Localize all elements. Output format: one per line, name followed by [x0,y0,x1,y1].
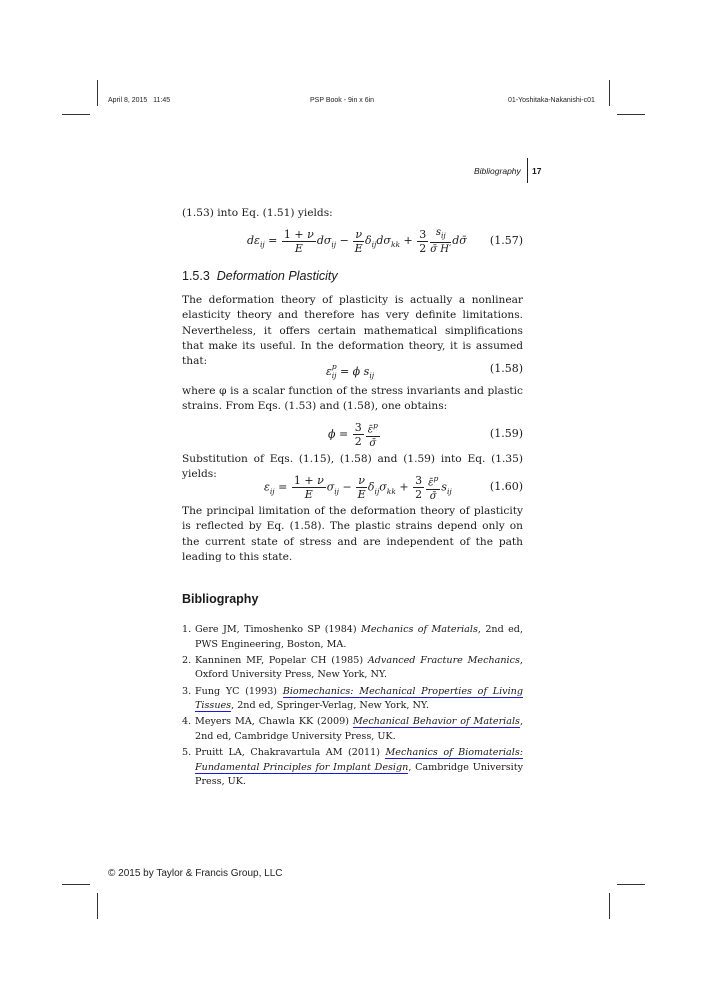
reference-item [182,715,523,744]
reference-details: , 2nd ed, Cambridge University Press, UK. [195,716,523,742]
reference-authors: Gere JM, Timoshenko SP (1984) [195,624,362,635]
reference-number: 1. [182,624,192,635]
crop-mark [617,884,645,885]
header-book: PSP Book - 9in x 6in [310,97,375,104]
crop-mark [62,884,90,885]
paragraph-2 [182,384,523,415]
crop-mark [62,114,90,115]
bibliography-heading: Bibliography [182,592,259,606]
crop-mark [97,893,98,919]
paragraph-2-text: where φ is a scalar function of the stress invariants and plastic strains. From Eqs. (1.53) and (1.58), one obtains: [182,385,523,413]
reference-authors: Pruitt LA, Chakravartula AM (2011) [195,747,386,759]
equation-number-1-58: (1.58) [489,362,523,375]
paragraph-3-text: Substitution of Eqs. (1.15), (1.58) and (1.59) into Eq. (1.35) yields: [182,453,523,481]
intro-text [182,206,523,221]
running-head-title: Bibliography [474,166,521,176]
reference-details: , 2nd ed, Springer-Verlag, New York, NY. [231,700,430,712]
copyright-footer: © 2015 by Taylor & Francis Group, LLC [108,868,283,879]
reference-authors: Fung YC (1993) [195,685,283,697]
reference-details: , Cambridge University Press, UK. [195,761,523,788]
reference-number: 2. [182,654,192,666]
reference-authors: Meyers MA, Chawla KK (2009) [195,716,353,728]
reference-title-link[interactable]: Mechanics of Biomaterials: Fundamental Principles for Implant Design [195,747,523,773]
reference-item [182,623,523,652]
paragraph-4 [182,504,523,565]
reference-item [182,685,523,714]
header-date [108,97,170,104]
equation-1-59: ϕ = $\frac{3}{2}$ $\frac{\varepsilon̄^p}{\sigmā}$ [328,421,378,450]
reference-number: 4. [182,716,192,728]
crop-mark [609,893,610,919]
equation-1-58: $\varepsilon^p_{ij} = \phi$ $s_{ij}$ [326,362,375,381]
paragraph-1 [182,293,523,369]
header-file: 01-Yoshitaka-Nakanishi-c01 [508,97,595,104]
reference-item [182,654,523,683]
section-heading [182,269,338,283]
reference-number: 3. [182,685,192,697]
equation-1-60: $\varepsilon_{ij}$ = $\frac{1 + \nu}{E}$ $\sigma_{ij}$ − $\frac{\nu}{E}$ $\delta_{ij}\sigma_{kk}$ + $\frac{3}{2}$ $\frac{\varepsilon̄^p}{\sigmā}$ $s_{ij}$ [264,474,452,503]
reference-title: Mechanics of Materials [361,624,478,635]
equation-number-1-60: (1.60) [489,480,523,493]
header-time-text: 11:45 [153,97,171,104]
reference-list [182,623,523,792]
crop-mark [97,80,98,106]
equation-number-1-57: (1.57) [489,234,523,247]
intro-paragraph: (1.53) into Eq. (1.51) yields: [182,207,333,219]
reference-title: Advanced Fracture Mechanics [367,654,520,666]
page-number: 17 [532,166,542,176]
section-number: 1.5.3 [182,269,210,283]
reference-title-link[interactable]: Biomechanics: Mechanical Properties of Living Tissues [195,685,523,712]
header-date-text: April 8, 2015 [108,97,148,104]
crop-mark [609,80,610,106]
crop-mark [617,114,645,115]
running-head-rule [527,158,528,183]
section-title: Deformation Plasticity [216,269,338,283]
reference-title-link[interactable]: Mechanical Behavior of Materials [352,716,520,728]
paragraph-4-text: The principal limitation of the deformation theory of plasticity is reflected by Eq. (1.58). The plastic strains depend only on the current state of stress and are independent of the path leading to this state. [182,505,523,563]
reference-details: , Oxford University Press, New York, NY. [195,654,523,681]
reference-details: , 2nd ed, PWS Engineering, Boston, MA. [195,624,523,650]
reference-number: 5. [182,747,192,759]
reference-item [182,746,523,790]
reference-authors: Kanninen MF, Popelar CH (1985) [195,654,368,666]
paragraph-1-text: The deformation theory of plasticity is actually a nonlinear elasticity theory and therefore has very definite limitations. Nevertheless, it offers certain mathematical simplifications that make its useful. In the deformation theory, it is assumed that: [182,294,523,368]
equation-number-1-59: (1.59) [489,427,523,440]
equation-1-57: $d\varepsilon_{ij}$ = $\frac{1 + \nu}{E}$ $d\sigma_{ij}$ − $\frac{\nu}{E}$ $\delta_{ij}d\sigma_{kk}$ + $\frac{3}{2}$ $\frac{s_{ij}}{\sigmā H'}$ dσ̄ [247,227,467,255]
